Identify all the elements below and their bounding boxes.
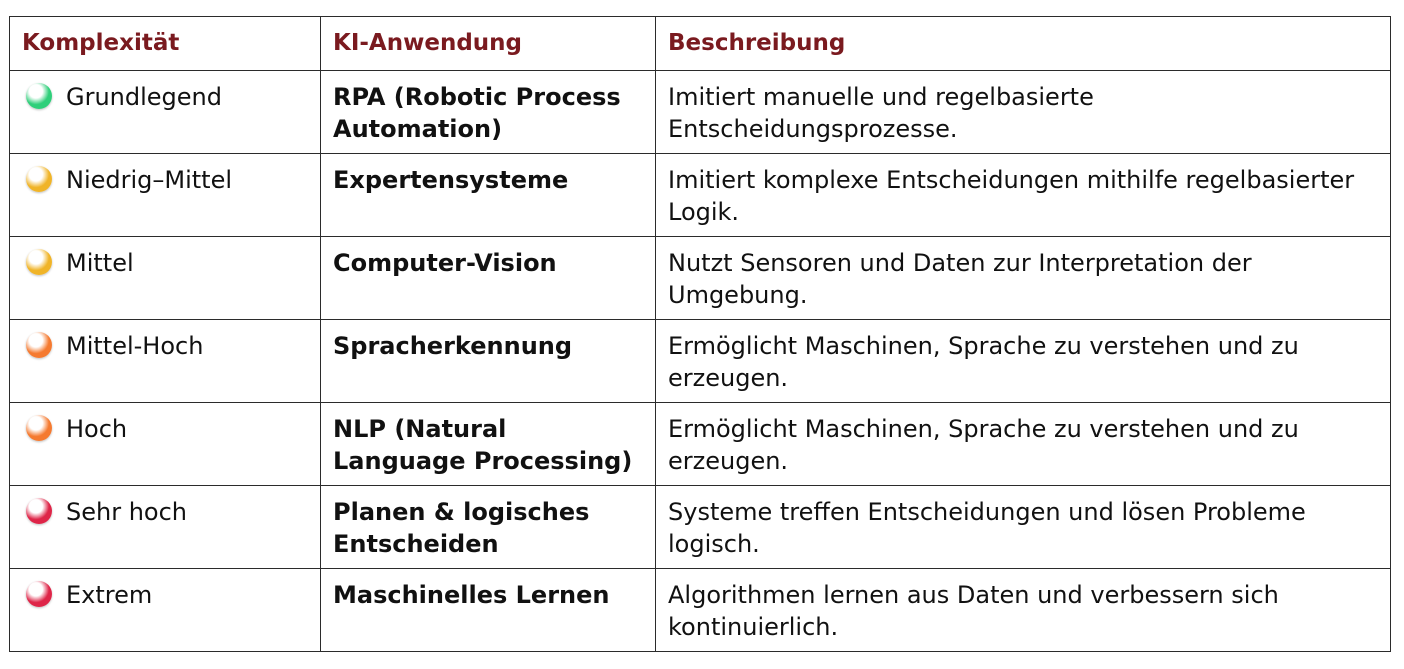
complexity-cell bbox=[10, 320, 321, 403]
complexity-label: Extrem bbox=[66, 581, 153, 609]
complexity-indicator-dot-icon bbox=[26, 581, 52, 607]
ai-complexity-table bbox=[9, 16, 1391, 652]
table-row bbox=[10, 154, 1391, 237]
table-row bbox=[10, 486, 1391, 569]
description-cell: Imitiert manuelle und regelbasierte Entscheidungsprozesse. bbox=[656, 71, 1391, 154]
table-header-row bbox=[10, 17, 1391, 71]
table-row bbox=[10, 403, 1391, 486]
application-cell: Maschinelles Lernen bbox=[321, 569, 656, 652]
application-cell: NLP (Natural Language Processing) bbox=[321, 403, 656, 486]
complexity-cell bbox=[10, 403, 321, 486]
table-row bbox=[10, 237, 1391, 320]
description-cell: Algorithmen lernen aus Daten und verbessern sich kontinuierlich. bbox=[656, 569, 1391, 652]
application-cell: Computer-Vision bbox=[321, 237, 656, 320]
description-cell: Imitiert komplexe Entscheidungen mithilfe regelbasierter Logik. bbox=[656, 154, 1391, 237]
complexity-label: Mittel-Hoch bbox=[66, 332, 204, 360]
complexity-label: Niedrig–Mittel bbox=[66, 166, 233, 194]
complexity-label: Grundlegend bbox=[66, 83, 222, 111]
application-cell: Spracherkennung bbox=[321, 320, 656, 403]
header-description: Beschreibung bbox=[656, 17, 1391, 71]
header-complexity: Komplexität bbox=[10, 17, 321, 71]
complexity-label: Mittel bbox=[66, 249, 134, 277]
complexity-cell bbox=[10, 237, 321, 320]
complexity-label: Hoch bbox=[66, 415, 128, 443]
complexity-cell bbox=[10, 71, 321, 154]
description-cell: Ermöglicht Maschinen, Sprache zu verstehen und zu erzeugen. bbox=[656, 403, 1391, 486]
complexity-cell bbox=[10, 569, 321, 652]
application-cell: RPA (Robotic Process Automation) bbox=[321, 71, 656, 154]
complexity-indicator-dot-icon bbox=[26, 249, 52, 275]
application-cell: Expertensysteme bbox=[321, 154, 656, 237]
complexity-indicator-dot-icon bbox=[26, 332, 52, 358]
description-cell: Nutzt Sensoren und Daten zur Interpretation der Umgebung. bbox=[656, 237, 1391, 320]
table-row bbox=[10, 320, 1391, 403]
header-application: KI-Anwendung bbox=[321, 17, 656, 71]
complexity-indicator-dot-icon bbox=[26, 166, 52, 192]
complexity-cell bbox=[10, 154, 321, 237]
complexity-label: Sehr hoch bbox=[66, 498, 188, 526]
description-cell: Systeme treffen Entscheidungen und lösen Probleme logisch. bbox=[656, 486, 1391, 569]
complexity-indicator-dot-icon bbox=[26, 498, 52, 524]
complexity-cell bbox=[10, 486, 321, 569]
application-cell: Planen & logisches Entscheiden bbox=[321, 486, 656, 569]
table-row bbox=[10, 569, 1391, 652]
description-cell: Ermöglicht Maschinen, Sprache zu verstehen und zu erzeugen. bbox=[656, 320, 1391, 403]
complexity-indicator-dot-icon bbox=[26, 415, 52, 441]
ai-complexity-table-container bbox=[9, 16, 1391, 652]
complexity-indicator-dot-icon bbox=[26, 83, 52, 109]
table-row bbox=[10, 71, 1391, 154]
